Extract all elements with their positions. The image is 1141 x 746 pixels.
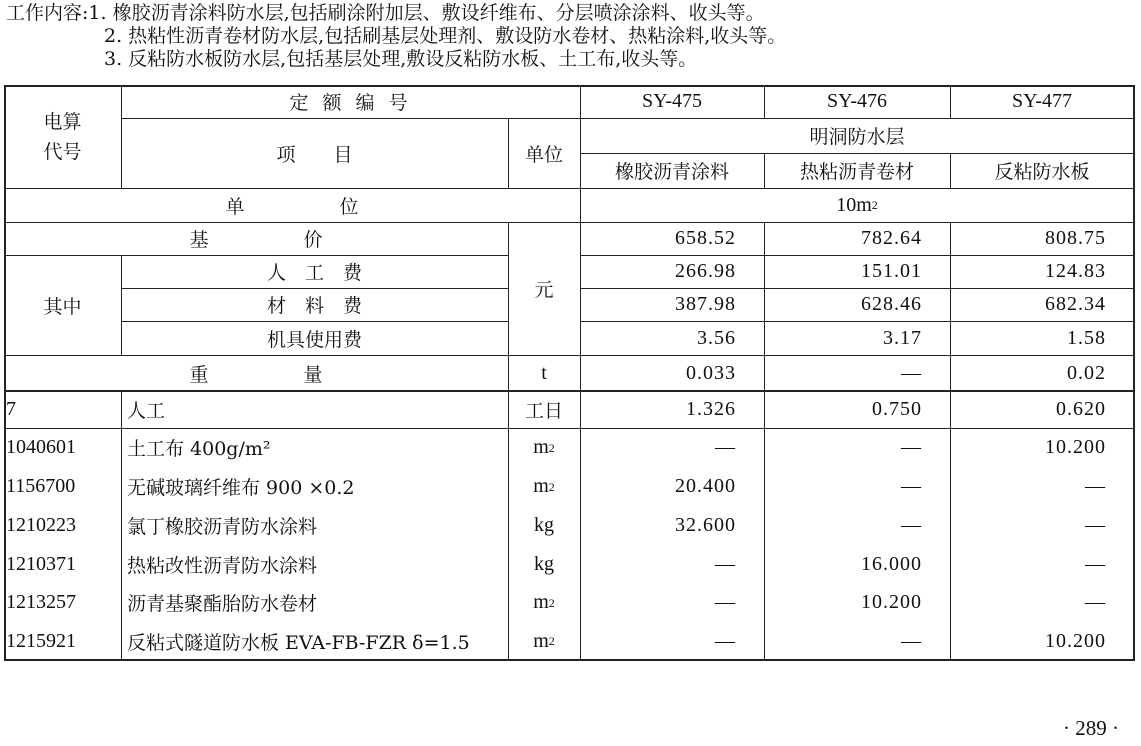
- rule: [580, 153, 1135, 154]
- resource-value-sy477: —: [1085, 475, 1106, 497]
- rule: [580, 321, 1135, 322]
- base-price-label: 基 价: [189, 229, 323, 251]
- subtitle-hot-stick-membrane: 热粘沥青卷材: [799, 161, 914, 183]
- rule: [4, 255, 508, 256]
- work-content: [6, 2, 786, 71]
- rule: [4, 188, 1135, 189]
- quota-number-label: 定 额 编 号: [289, 92, 412, 114]
- unit-text: m: [533, 629, 549, 652]
- group-title: 明洞防水层: [809, 126, 905, 148]
- resource-name: 反粘式隧道防水板 EVA-FB-FZR δ=1.5: [127, 631, 470, 654]
- resource-unit: m 2: [533, 629, 555, 652]
- resource-name: 沥青基聚酯胎防水卷材: [127, 593, 318, 615]
- resource-unit: m 2: [533, 591, 555, 613]
- machine-cost-sy475: 3.56: [697, 326, 736, 349]
- base-price-sy476: 782.64: [861, 227, 922, 249]
- weight-sy477: 0.02: [1067, 361, 1106, 384]
- unit-row-label: 单 位: [225, 195, 359, 218]
- resource-unit: 工日: [524, 400, 563, 422]
- quota-table: [4, 85, 1135, 661]
- item-header: 项 目: [276, 143, 353, 166]
- resource-name: 热粘改性沥青防水涂料: [127, 554, 318, 577]
- rule: [950, 85, 951, 118]
- quota-no-sy475: SY-475: [641, 90, 702, 112]
- resource-value-sy475: —: [715, 629, 736, 652]
- weight-sy475: 0.033: [686, 361, 736, 384]
- resource-unit: kg: [534, 514, 554, 536]
- resource-code: 1215921: [6, 629, 76, 652]
- table-bottom-border: [4, 659, 1135, 661]
- rule: [950, 222, 951, 660]
- resource-value-sy475: 1.326: [686, 398, 736, 420]
- base-price-sy477: 808.75: [1045, 227, 1106, 249]
- unit-text: m: [533, 436, 549, 458]
- work-content-line-3: [6, 48, 786, 71]
- work-item-1: 1. 橡胶沥青涂料防水层,包括刷涂附加层、敷设纤维布、分层喷涂涂料、收头等。: [88, 2, 765, 24]
- rule: [4, 355, 1135, 356]
- resource-name: 氯丁橡胶沥青防水涂料: [127, 516, 318, 538]
- yuan-unit: 元: [534, 279, 554, 301]
- quota-no-sy477: SY-477: [1011, 90, 1072, 112]
- rule-heavy: [4, 390, 1135, 392]
- resource-name: 无碱玻璃纤维布 900 ×0.2: [127, 477, 355, 499]
- resource-value-sy476: —: [901, 629, 922, 652]
- rule: [580, 255, 1135, 256]
- resource-code: 1210371: [6, 552, 76, 575]
- resource-code: 1213257: [6, 591, 76, 613]
- rule: [508, 118, 509, 188]
- resource-value-sy475: 20.400: [675, 475, 736, 497]
- work-content-label: 工作内容:: [6, 2, 89, 24]
- resource-value-sy476: —: [901, 436, 922, 458]
- resource-value-sy477: —: [1085, 552, 1106, 575]
- labor-cost-sy476: 151.01: [861, 260, 922, 282]
- weight-sy476: —: [901, 361, 922, 384]
- page-number: · 289 ·: [1063, 716, 1119, 740]
- resource-name: 人工: [127, 400, 166, 422]
- labor-cost-label: 人 工 费: [266, 262, 362, 284]
- resource-value-sy476: 10.200: [861, 591, 922, 613]
- resource-value-sy475: —: [715, 552, 736, 575]
- machine-cost-label: 机具使用费: [266, 328, 362, 351]
- rule: [121, 288, 508, 289]
- material-cost-label: 材 料 费: [266, 295, 362, 317]
- resource-value-sy477: 10.200: [1045, 436, 1106, 458]
- resource-value-sy477: 0.620: [1056, 398, 1106, 420]
- resource-code: 1040601: [6, 436, 76, 458]
- work-content-line-1: [6, 2, 786, 25]
- code-header-line1: 电算: [43, 110, 82, 133]
- material-cost-sy476: 628.46: [861, 293, 922, 315]
- machine-cost-sy477: 1.58: [1067, 326, 1106, 349]
- weight-label: 重 量: [189, 363, 323, 386]
- resource-value-sy477: —: [1085, 514, 1106, 536]
- base-price-sy475: 658.52: [675, 227, 736, 249]
- rule: [121, 118, 1135, 119]
- resource-value-sy476: 0.750: [872, 398, 922, 420]
- unit-header: 单位: [524, 143, 563, 166]
- resource-code: 1156700: [6, 475, 76, 497]
- resource-value-sy475: 32.600: [675, 514, 736, 536]
- table-top-border: [4, 85, 1135, 87]
- rule: [121, 255, 122, 355]
- rule: [580, 85, 581, 661]
- rule: [121, 321, 508, 322]
- resource-name: 土工布 400g/m²: [127, 438, 271, 460]
- code-header-line2: 代号: [43, 140, 82, 163]
- weight-unit: t: [541, 361, 547, 384]
- of-which-label: 其中: [43, 295, 82, 318]
- rule: [4, 222, 1135, 223]
- rule: [121, 85, 122, 188]
- subtitle-reverse-stick-board: 反粘防水板: [994, 161, 1090, 183]
- work-content-line-2: [6, 25, 786, 48]
- labor-cost-sy477: 124.83: [1045, 260, 1106, 282]
- resource-value-sy477: —: [1085, 591, 1106, 613]
- rule: [764, 85, 765, 118]
- rule: [121, 390, 122, 660]
- material-cost-sy477: 682.34: [1045, 293, 1106, 315]
- material-cost-sy475: 387.98: [675, 293, 736, 315]
- resource-value-sy476: —: [901, 475, 922, 497]
- quota-no-sy476: SY-476: [826, 90, 887, 112]
- resource-unit: m 2: [533, 475, 555, 497]
- rule: [508, 222, 509, 660]
- resource-code: 7: [6, 398, 16, 420]
- work-item-3: 3. 反粘防水板防水层,包括基层处理,敷设反粘防水板、土工布,收头等。: [104, 48, 698, 70]
- resource-unit: kg: [534, 552, 554, 575]
- code-column-header: [4, 85, 121, 188]
- resource-code: 1210223: [6, 514, 76, 536]
- unit-row-value: 10m 2: [836, 193, 878, 216]
- rule: [580, 288, 1135, 289]
- resource-value-sy475: —: [715, 436, 736, 458]
- resource-value-sy476: 16.000: [861, 552, 922, 575]
- resource-value-sy476: —: [901, 514, 922, 536]
- labor-cost-sy475: 266.98: [675, 260, 736, 282]
- unit-text: m: [533, 591, 549, 613]
- work-item-2: 2. 热粘性沥青卷材防水层,包括刷基层处理剂、敷设防水卷材、热粘涂料,收头等。: [104, 25, 787, 47]
- subtitle-rubber-asphalt-coating: 橡胶沥青涂料: [614, 161, 729, 183]
- resource-value-sy475: —: [715, 591, 736, 613]
- rule: [764, 222, 765, 660]
- rule: [764, 153, 765, 188]
- resource-unit: m 2: [533, 436, 555, 458]
- resource-value-sy477: 10.200: [1045, 629, 1106, 652]
- unit-text: m: [533, 475, 549, 497]
- rule: [4, 428, 1135, 429]
- table-left-border: [4, 85, 6, 661]
- rule: [950, 153, 951, 188]
- machine-cost-sy476: 3.17: [883, 326, 922, 349]
- unit-value-text: 10m: [836, 193, 872, 216]
- table-right-border: [1133, 85, 1135, 661]
